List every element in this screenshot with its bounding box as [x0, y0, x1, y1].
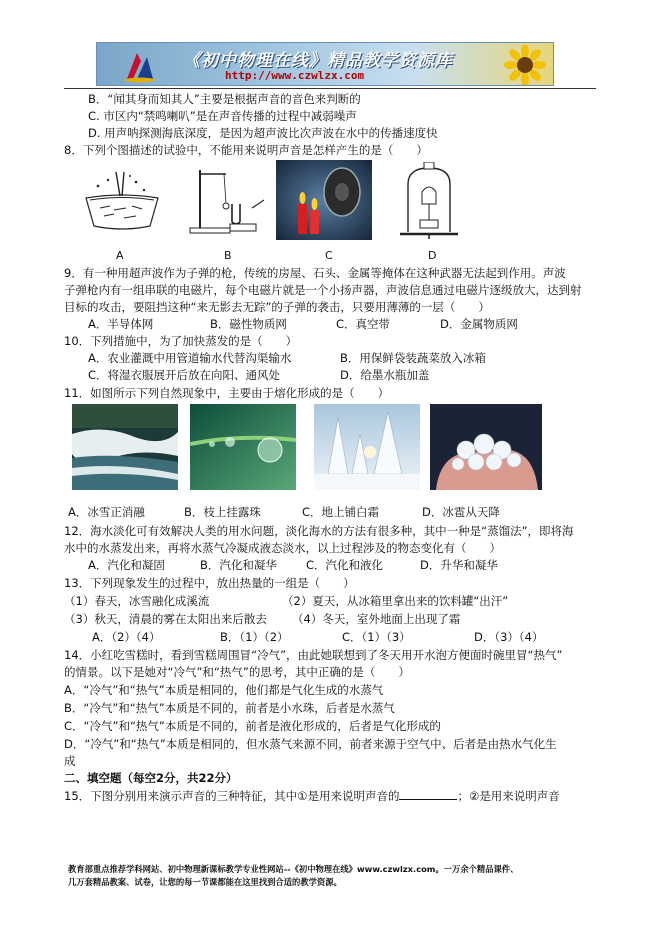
- site-logo-icon: [123, 47, 157, 83]
- q11-photo-c-frost-trees: [314, 404, 420, 490]
- q8-figure-d-bell-jar: [396, 162, 462, 240]
- q8-stem: 8．下列个图描述的试验中，不能用来说明声音是怎样产生的是（ ）: [64, 143, 428, 157]
- section-2-title: 二、填空题（每空2分，共22分）: [64, 771, 238, 785]
- q11-photo-a-melting-snow: [72, 404, 178, 490]
- footer-line-2: 几万套精品教案、试卷，让您的每一节课都能在这里找到合适的教学资源。: [68, 877, 342, 887]
- q11-option-a: A．冰雪正消融: [68, 505, 145, 519]
- banner-url: http://www.czwlzx.com: [225, 69, 365, 82]
- q11-option-c: C．地上铺白霜: [302, 505, 380, 519]
- q8-label-b: B: [224, 249, 232, 262]
- q13-option-c: C．（1）（3）: [342, 630, 411, 644]
- q7-option-c: C. 市区内“禁鸣喇叭”是在声音传播的过程中减弱噪声: [88, 109, 357, 123]
- q14-option-a: A．“冷气”和“热气”本质是相同的，他们都是气化生成的水蒸气: [64, 683, 384, 697]
- q14-line-1: 14．小红吃雪糕时，看到雪糕周围冒“冷气”，由此她联想到了冬天用开水泡方便面时碗里冒“热气”: [64, 648, 563, 662]
- q10-option-c: C．将湿衣服展开后放在向阳、通风处: [88, 368, 281, 382]
- q14-option-d-line-1: D．“冷气”和“热气”本质是相同的，但水蒸气来源不同，前者来源于空气中、后者是由热水气化生: [64, 737, 557, 751]
- q15-text-part-2: ；②是用来说明声音: [457, 789, 560, 803]
- q13-option-a: A．（2）（4）: [92, 630, 161, 644]
- q10-stem: 10．下列措施中，为了加快蒸发的是（ ）: [64, 334, 298, 348]
- q9-option-d: D．金属物质网: [440, 317, 518, 331]
- q13-statement-4: （4）冬天，室外地面上出现了霜: [292, 612, 461, 626]
- q10-option-b: B．用保鲜袋装蔬菜放入冰箱: [340, 351, 486, 365]
- q15-line: [64, 788, 560, 804]
- q12-line-2: 水中的水蒸发出来，再将水蒸气冷凝成液态淡水，以上过程涉及的物态变化有（ ）: [64, 541, 501, 555]
- q8-figure-b-tuning-fork-stand: [186, 164, 268, 236]
- q15-text-part-1: 15．下图分别用来演示声音的三种特征，其中①是用来说明声音的: [64, 789, 400, 803]
- q11-stem: 11．如图所示下列自然现象中，主要由于熔化形成的是（ ）: [64, 386, 390, 400]
- sunflower-icon: [503, 45, 547, 85]
- q11-photo-d-hail-in-hands: [430, 404, 542, 490]
- q8-label-d: D: [428, 249, 437, 262]
- header-divider: [64, 88, 596, 89]
- banner-title: 《初中物理在线》精品教学资源库: [183, 51, 453, 71]
- q9-line-1: 9．有一种用超声波作为子弹的枪，传统的房屋、石头、金属等掩体在这种武器无法起到作用。声波: [64, 266, 566, 280]
- q12-option-a: A．汽化和凝固: [88, 558, 165, 572]
- header-banner: [96, 42, 554, 86]
- q13-stem: 13．下列现象发生的过程中，放出热量的一组是（ ）: [64, 576, 355, 590]
- q10-option-a: A．农业灌溉中用管道输水代替沟渠输水: [88, 351, 292, 365]
- q9-line-3: 目标的攻击，要阻挡这种“来无影去无踪”的子弹的袭击，只要用薄薄的一层（ ）: [64, 300, 490, 314]
- q8-figure-a-water-bowl: [80, 168, 164, 234]
- q7-option-d: D. 用声呐探测海底深度，是因为超声波比次声波在水中的传播速度快: [88, 126, 438, 140]
- q14-option-c: C．“冷气”和“热气”本质是不同的，前者是液化形成的，后者是气化形成的: [64, 719, 441, 733]
- footer-line-1: 教育部重点推荐学科网站、初中物理新课标教学专业性网站--《初中物理在线》www.czwlzx.com。一万余个精品课件、: [68, 864, 519, 874]
- q14-line-2: 的情景。以下是她对“冷气”和“热气”的思考，其中正确的是（ ）: [64, 665, 410, 679]
- q13-statement-3: （3）秋天，清晨的雾在太阳出来后散去: [64, 612, 267, 626]
- q14-option-d-line-2: 成: [64, 754, 76, 768]
- q10-option-d: D．给墨水瓶加盖: [340, 368, 430, 382]
- q15-answer-blank[interactable]: [399, 788, 457, 800]
- q12-line-1: 12．海水淡化可有效解决人类的用水问题，淡化海水的方法有很多种，其中一种是“蒸馏法”，即将海: [64, 524, 574, 538]
- q9-option-b: B．磁性物质网: [210, 317, 287, 331]
- page-footer: [68, 863, 598, 889]
- q11-photo-b-dew-drops: [190, 404, 296, 490]
- q9-line-2: 子弹枪内有一组串联的电磁片，每个电磁片就是一个小扬声器，声波信息通过电磁片逐级放大，达到射: [64, 283, 582, 297]
- q12-option-b: B．汽化和凝华: [200, 558, 277, 572]
- q9-option-c: C．真空带: [336, 317, 391, 331]
- q8-label-a: A: [116, 249, 124, 262]
- q8-label-c: C: [325, 249, 333, 262]
- q13-option-d: D．（3）（4）: [474, 630, 544, 644]
- q11-option-d: D．冰雹从天降: [422, 505, 500, 519]
- q12-option-d: D．升华和凝华: [420, 558, 498, 572]
- q12-option-c: C．汽化和液化: [306, 558, 384, 572]
- q11-option-b: B．枝上挂露珠: [184, 505, 261, 519]
- q13-statement-2: （2）夏天，从冰箱里拿出来的饮料罐“出汗”: [282, 594, 509, 608]
- q13-statement-1: （1）春天，冰雪融化成溪流: [64, 594, 210, 608]
- q14-option-b: B．“冷气”和“热气”本质是不同的，前者是小水珠，后者是水蒸气: [64, 701, 395, 715]
- q7-option-b: B．“闻其身而知其人”主要是根据声音的音色来判断的: [88, 92, 361, 106]
- q13-option-b: B．（1）（2）: [220, 630, 289, 644]
- q8-figure-c-speaker-candle-photo: [276, 160, 372, 240]
- q9-option-a: A．半导体网: [88, 317, 154, 331]
